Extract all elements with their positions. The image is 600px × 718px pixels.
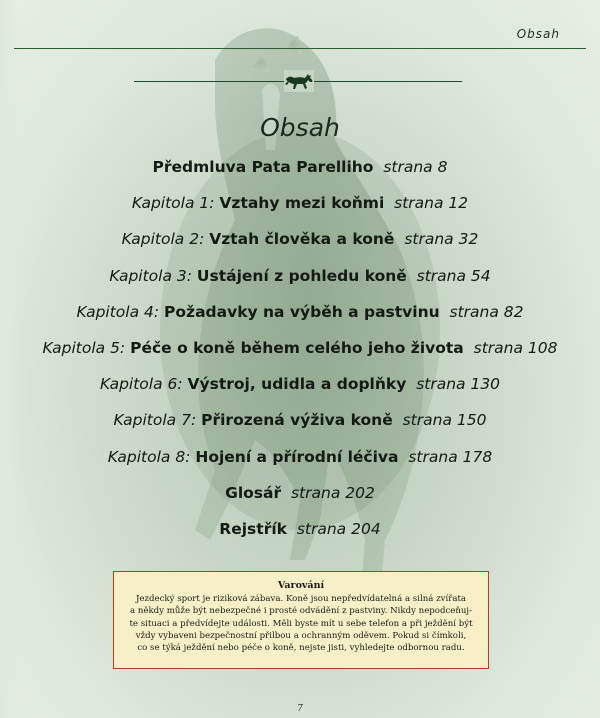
toc-entry-title: Ustájení z pohledu koně <box>196 266 407 285</box>
horse-icon <box>284 70 314 92</box>
toc-entry-page: strana 178 <box>408 447 493 466</box>
toc-heading: Obsah <box>260 113 340 142</box>
warning-line: vždy vybaveni bezpečnostní přilbou a ochranným oděvem. Pokud si čímkoli, <box>135 630 467 641</box>
toc-entry <box>0 514 600 550</box>
toc-entry-page: strana 108 <box>473 338 558 357</box>
table-of-contents <box>0 152 600 550</box>
page-number: 7 <box>297 704 303 714</box>
toc-entry-title: Glosář <box>225 483 282 502</box>
toc-entry <box>0 478 600 514</box>
warning-line: te situaci a předvídejte události. Měli byste mít u sebe telefon a při ježdění být <box>129 618 473 629</box>
toc-chapter-label: Kapitola 5: <box>42 338 126 357</box>
toc-entry <box>0 333 600 369</box>
toc-entry-page: strana 204 <box>296 519 381 538</box>
toc-chapter-label: Kapitola 4: <box>76 302 160 321</box>
toc-chapter-label: Kapitola 7: <box>113 411 197 430</box>
toc-entry-title: Vztahy mezi koňmi <box>219 194 385 213</box>
toc-entry <box>0 442 600 478</box>
toc-entry-page: strana 82 <box>449 302 524 321</box>
toc-entry-page: strana 8 <box>383 158 448 176</box>
toc-entry-title: Předmluva Pata Parelliho <box>152 158 374 176</box>
toc-chapter-label: Kapitola 6: <box>99 375 183 394</box>
toc-entry-title: Rejstřík <box>219 519 287 538</box>
toc-entry-title: Vztah člověka a koně <box>209 230 395 249</box>
toc-entry-title: Hojení a přírodní léčiva <box>195 447 399 466</box>
warning-line: a někdy může být nebezpečné i prosté odvádění z pastviny. Nikdy nepodceňuj- <box>130 606 472 617</box>
toc-entry-page: strana 150 <box>402 411 487 430</box>
toc-entry-page: strana 130 <box>416 375 501 394</box>
toc-entry <box>0 224 600 260</box>
toc-entry-page: strana 12 <box>394 194 469 213</box>
toc-entry-title: Péče o koně během celého jeho života <box>130 338 464 357</box>
warning-title: Varování <box>277 580 325 591</box>
toc-entry-page: strana 202 <box>291 483 375 502</box>
toc-entry-page: strana 32 <box>404 230 479 249</box>
warning-line: Jezdecký sport je riziková zábava. Koně jsou nepředvídatelná a silná zvířata <box>135 594 467 605</box>
toc-chapter-label: Kapitola 1: <box>131 194 215 213</box>
toc-chapter-label: Kapitola 3: <box>109 266 192 285</box>
toc-chapter-label: Kapitola 8: <box>107 447 191 466</box>
running-header-title: Obsah <box>516 27 560 41</box>
toc-entry <box>0 405 600 441</box>
toc-entry <box>0 369 600 405</box>
toc-entry-title: Výstroj, udidla a doplňky <box>187 375 407 394</box>
toc-entry-page: strana 54 <box>416 266 491 285</box>
toc-entry-title: Přirozená výživa koně <box>201 411 393 430</box>
toc-entry <box>0 261 600 297</box>
warning-line: co se týká ježdění nebo péče o koně, nejste jisti, vyhledejte odbornou radu. <box>137 643 465 654</box>
warning-box <box>113 571 489 669</box>
toc-entry <box>0 297 600 333</box>
header-rule <box>14 48 586 49</box>
toc-entry-title: Požadavky na výběh a pastvinu <box>164 302 440 321</box>
toc-entry <box>0 188 600 224</box>
toc-entry <box>0 152 600 188</box>
toc-chapter-label: Kapitola 2: <box>121 230 205 249</box>
